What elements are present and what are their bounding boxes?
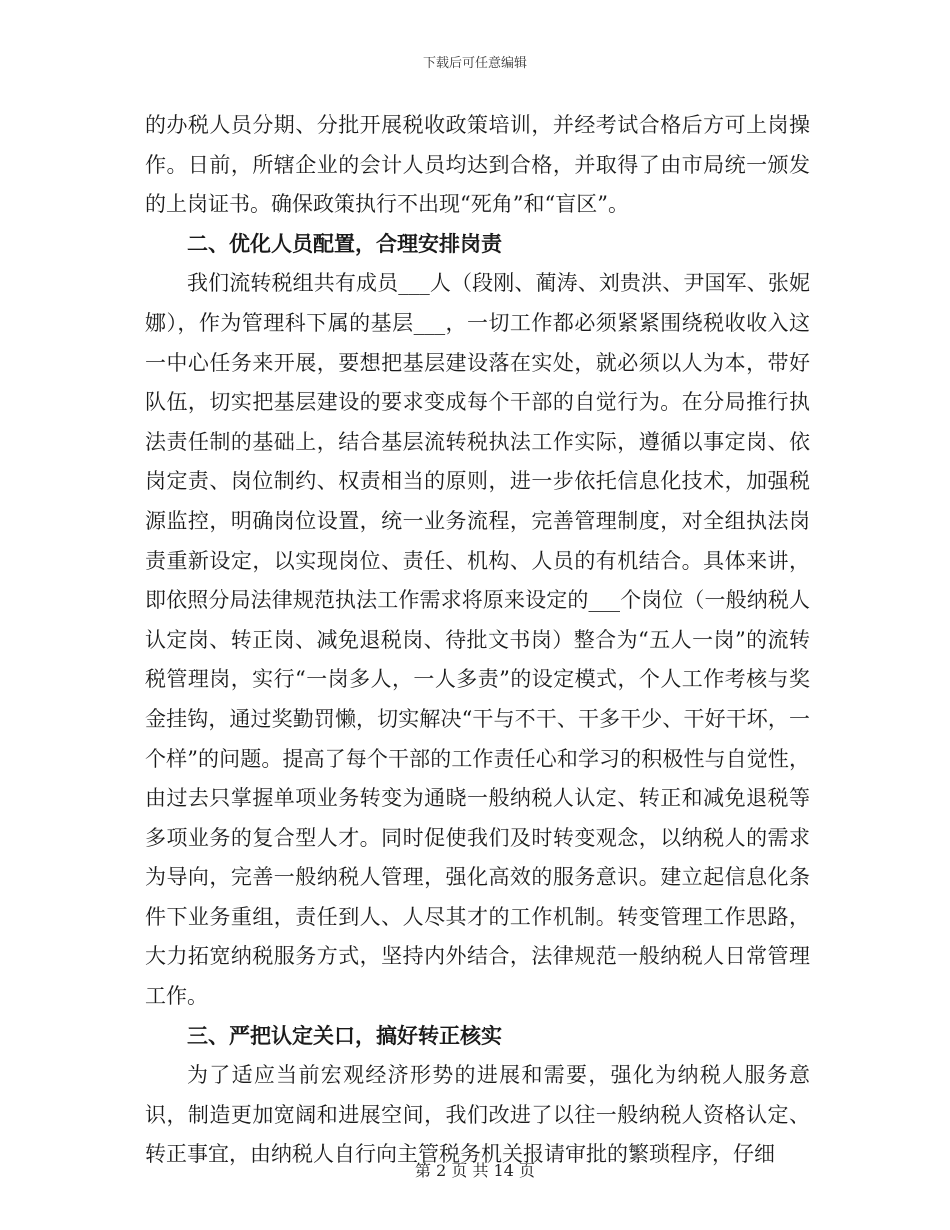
paragraph-1: 的办税人员分期、分批开展税收政策培训，并经考试合格后方可上岗操作。日前，所辖企业的会计人员均达到合格，并取得了由市局统一颁发的上岗证书。确保政策执行不出现“死角”和“盲区”。 bbox=[145, 113, 810, 217]
page-header: 下载后可任意编辑 bbox=[422, 56, 527, 71]
section-heading-3: 三、严把认定关口，搞好转正核实 bbox=[187, 1023, 502, 1048]
document-body bbox=[145, 106, 810, 1175]
paragraph-2: 我们流转税组共有成员___人（段刚、蔺涛、刘贵洪、尹国军、张妮娜），作为管理科下属的基层___，一切工作都必须紧紧围绕税收收入这一中心任务来开展，要想把基层建设落在实处，就必须以人为本，带好队伍，切实把基层建设的要求变成每个干部的自觉行为。在分局推行执法责任制的基础上，结合基层流转税执法工作实际，遵循以事定岗、依岗定责、岗位制约、权责相当的原则，进一步依托信息化技术，加强税源监控，明确岗位设置，统一业务流程，完善管理制度，对全组执法岗责重新设定，以实现岗位、责任、机构、人员的有机结合。具体来讲，即依照分局法律规范执法工作需求将原来设定的___个岗位（一般纳税人认定岗、转正岗、减免退税岗、待批文书岗）整合为“五人一岗”的流转税管理岗，实行“一岗多人，一人多责”的设定模式，个人工作考核与奖金挂钩，通过奖勤罚懒，切实解决“干与不干、干多干少、干好干坏，一个样”的问题。提高了每个干部的工作责任心和学习的积极性与自觉性，由过去只掌握单项业务转变为通晓一般纳税人认定、转正和减免退税等多项业务的复合型人才。同时促使我们及时转变观念，以纳税人的需求为导向，完善一般纳税人管理，强化高效的服务意识。建立起信息化条件下业务重组，责任到人、人尽其才的工作机制。转变管理工作思路，大力拓宽纳税服务方式，坚持内外结合，法律规范一般纳税人日常管理工作。 bbox=[145, 271, 810, 1009]
page-footer: 第 2 页 共 14 页 bbox=[415, 1161, 535, 1180]
paragraph-3: 为了适应当前宏观经济形势的进展和需要，强化为纳税人服务意识，制造更加宽阔和进展空间，我们改进了以往一般纳税人资格认定、转正事宜，由纳税人自行向主管税务机关报请审批的繁琐程序，仔细 bbox=[145, 1063, 810, 1167]
section-heading-2: 二、优化人员配置，合理安排岗责 bbox=[187, 231, 502, 256]
